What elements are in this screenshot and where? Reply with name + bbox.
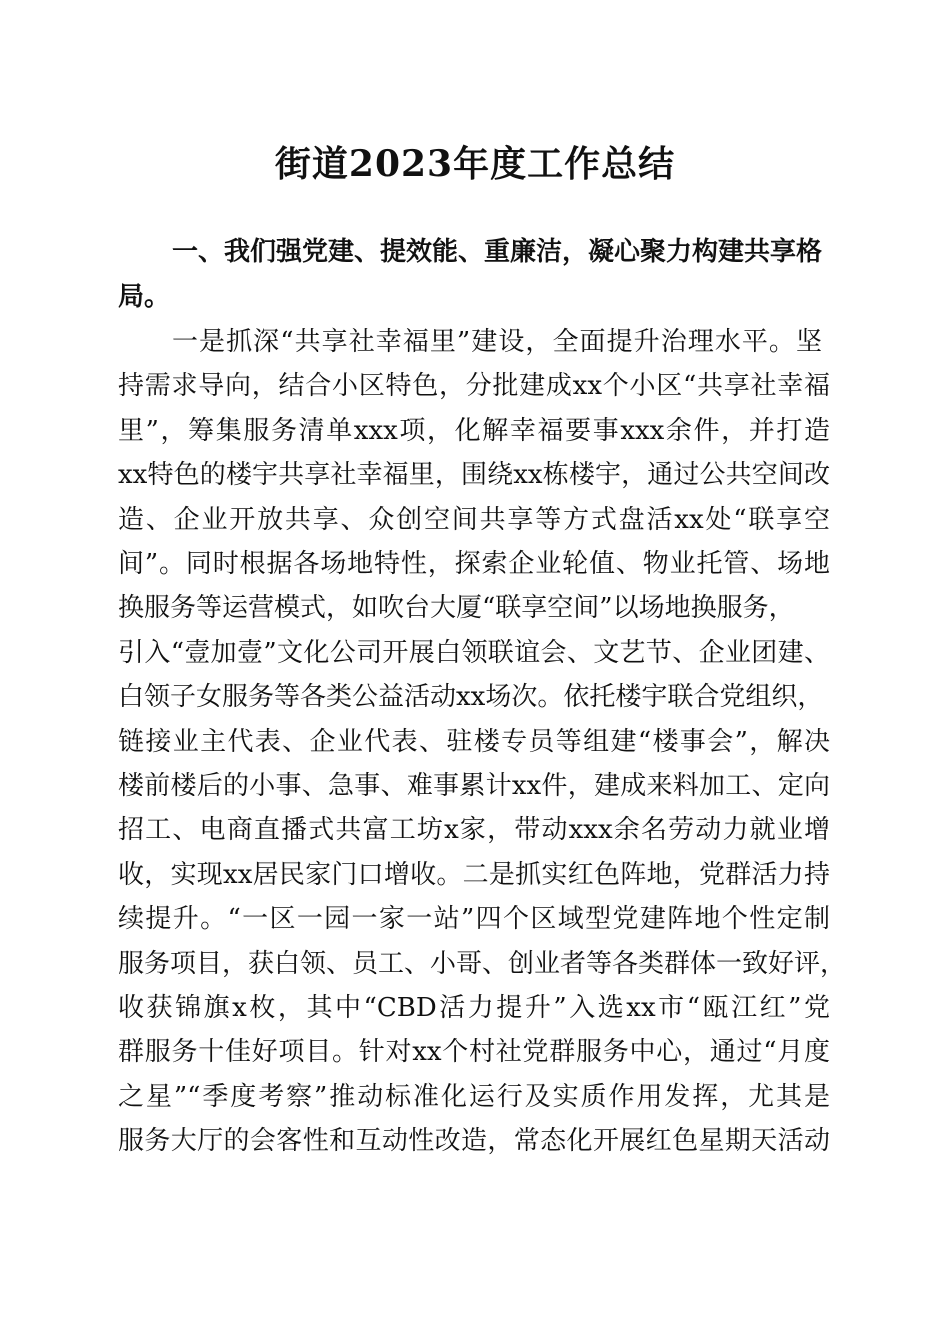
paragraph-line: 一是抓深“共享社幸福里”建设，全面提升治理水平。坚 — [172, 327, 822, 357]
paragraph-line: 续提升。“一区一园一家一站”四个区域型党建阵地个性定制 — [118, 904, 830, 935]
paragraph-line: 之星”“季度考察”推动标准化运行及实质作用发挥，尤其是 — [118, 1081, 830, 1112]
paragraph-line: 招工、电商直播式共富工坊x家，带动xxx余名劳动力就业增 — [118, 815, 830, 846]
paragraph-line: 里”，筹集服务清单xxx项，化解幸福要事xxx余件，并打造 — [118, 415, 830, 446]
paragraph-line: 楼前楼后的小事、急事、难事累计xx件，建成来料加工、定向 — [118, 771, 830, 801]
paragraph-line: 服务项目，获白领、员工、小哥、创业者等各类群体一致好评， — [118, 948, 847, 979]
paragraph-line: 收，实现xx居民家门口增收。二是抓实红色阵地，党群活力持 — [118, 859, 830, 890]
paragraph-line: 间”。同时根据各场地特性，探索企业轮值、物业托管、场地 — [118, 549, 830, 579]
paragraph-line: 引入“壹加壹”文化公司开展白领联谊会、文艺节、企业团建、 — [118, 637, 830, 668]
paragraph-line: 换服务等运营模式，如吹台大厦“联享空间”以场地换服务， — [118, 593, 795, 624]
paragraph-line: 服务大厅的会客性和互动性改造，常态化开展红色星期天活动 — [118, 1126, 830, 1157]
paragraph-line: xx特色的楼宇共享社幸福里，围绕xx栋楼宇，通过公共空间改 — [118, 460, 830, 491]
paragraph-line: 链接业主代表、企业代表、驻楼专员等组建“楼事会”，解决 — [118, 726, 830, 757]
paragraph-line: 持需求导向，结合小区特色，分批建成xx个小区“共享社幸福 — [118, 371, 830, 402]
section-heading-line: 局。 — [118, 282, 171, 312]
document-title: 街道2023年度工作总结 — [274, 143, 676, 185]
paragraph-line: 白领子女服务等各类公益活动xx场次。依托楼宇联合党组织， — [118, 682, 824, 713]
paragraph-line: 群服务十佳好项目。针对xx个村社党群服务中心，通过“月度 — [118, 1037, 830, 1068]
paragraph-line: 造、企业开放共享、众创空间共享等方式盘活xx处“联享空 — [118, 504, 830, 535]
section-heading-line: 一、我们强党建、提效能、重廉洁，凝心聚力构建共享格 — [172, 237, 823, 267]
paragraph-line: 收获锦旗x枚，其中“CBD活力提升”入选xx市“瓯江红”党 — [118, 993, 830, 1023]
